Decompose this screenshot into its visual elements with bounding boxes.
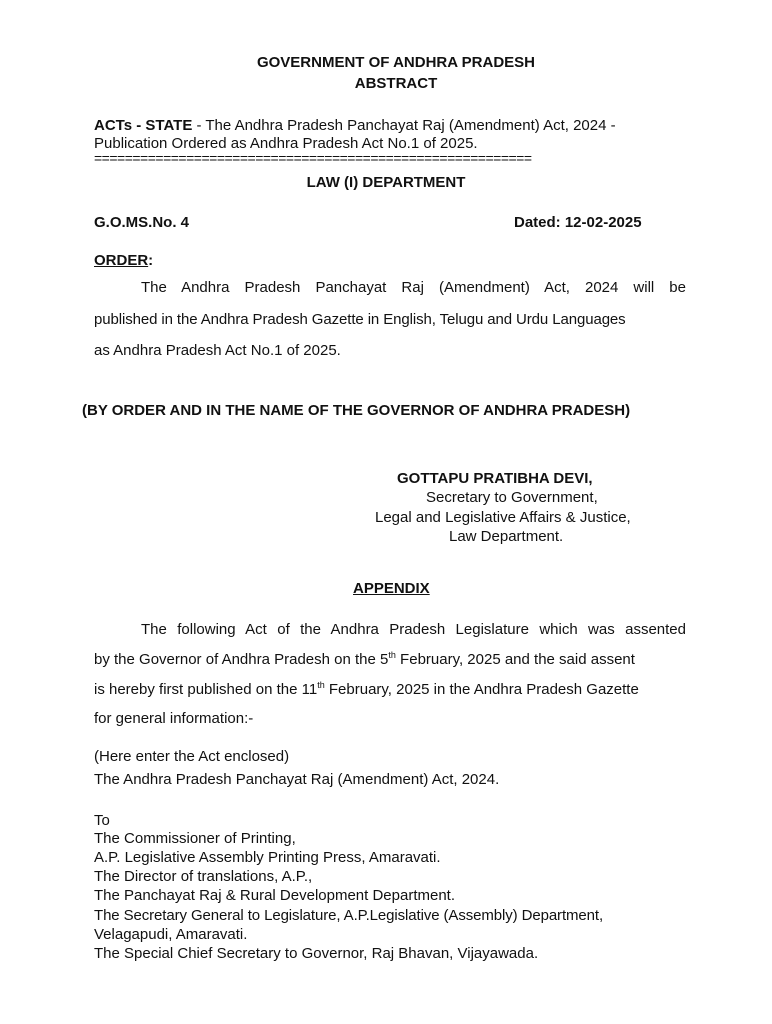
subject-line-1: [94, 117, 616, 134]
order-date: Dated: 12-02-2025: [514, 214, 642, 231]
recipient-4: The Panchayat Raj & Rural Development Department.: [94, 887, 456, 904]
abstract-heading: ABSTRACT: [354, 75, 438, 92]
appendix-line-3-b: February, 2025 in the Andhra Pradesh Gazette: [324, 681, 639, 698]
separator-line: =========================================================: [94, 150, 532, 166]
recipient-7: The Special Chief Secretary to Governor, Raj Bhavan, Vijayawada.: [94, 945, 539, 962]
order-line-2: published in the Andhra Pradesh Gazette in English, Telugu and Urdu Languages: [94, 311, 626, 328]
appendix-line-3-a: is hereby first published on the 11: [94, 681, 318, 698]
appendix-line-4: for general information:-: [94, 710, 254, 727]
recipient-1: The Commissioner of Printing,: [94, 830, 296, 847]
recipient-3: The Director of translations, A.P.,: [94, 868, 313, 885]
signatory-office: Legal and Legislative Affairs & Justice,: [375, 509, 631, 526]
department-heading: LAW (I) DEPARTMENT: [306, 174, 466, 191]
act-name: The Andhra Pradesh Panchayat Raj (Amendment) Act, 2024.: [94, 771, 500, 788]
to-label: To: [94, 812, 110, 829]
subject-prefix: ACTs - STATE: [94, 117, 193, 134]
order-line-3: as Andhra Pradesh Act No.1 of 2025.: [94, 342, 341, 359]
appendix-line-2-b: February, 2025 and the said assent: [395, 651, 635, 668]
appendix-line-3-sup: th: [317, 680, 325, 690]
recipient-5: The Secretary General to Legislature, A.P.Legislative (Assembly) Department,: [94, 907, 604, 924]
order-heading: ORDER: [94, 252, 149, 269]
recipient-6: Velagapudi, Amaravati.: [94, 926, 248, 943]
go-number: G.O.MS.No. 4: [94, 214, 190, 231]
order-line-1: The Andhra Pradesh Panchayat Raj (Amendment) Act, 2024 will be: [141, 279, 686, 296]
recipient-2: A.P. Legislative Assembly Printing Press, Amaravati.: [94, 849, 441, 866]
appendix-line-2: [94, 651, 635, 668]
by-order-line: (BY ORDER AND IN THE NAME OF THE GOVERNOR OF ANDHRA PRADESH): [82, 402, 631, 419]
appendix-line-2-a: by the Governor of Andhra Pradesh on the 5: [94, 651, 389, 668]
government-heading: GOVERNMENT OF ANDHRA PRADESH: [256, 54, 536, 71]
order-heading-colon: :: [148, 252, 154, 269]
signatory-name: GOTTAPU PRATIBHA DEVI,: [397, 470, 593, 487]
signatory-title: Secretary to Government,: [426, 489, 598, 506]
appendix-line-2-sup: th: [388, 650, 396, 660]
signatory-department: Law Department.: [449, 528, 564, 545]
enclosed-note: (Here enter the Act enclosed): [94, 748, 290, 765]
appendix-line-1: The following Act of the Andhra Pradesh Legislature which was assented: [141, 621, 686, 638]
subject-line-2: Publication Ordered as Andhra Pradesh Act No.1 of 2025.: [94, 135, 478, 152]
appendix-heading: APPENDIX: [353, 580, 430, 597]
appendix-line-3: [94, 681, 639, 698]
subject-line-1-text: - The Andhra Pradesh Panchayat Raj (Amendment) Act, 2024 -: [192, 117, 616, 134]
order-heading-wrap: [94, 252, 153, 269]
